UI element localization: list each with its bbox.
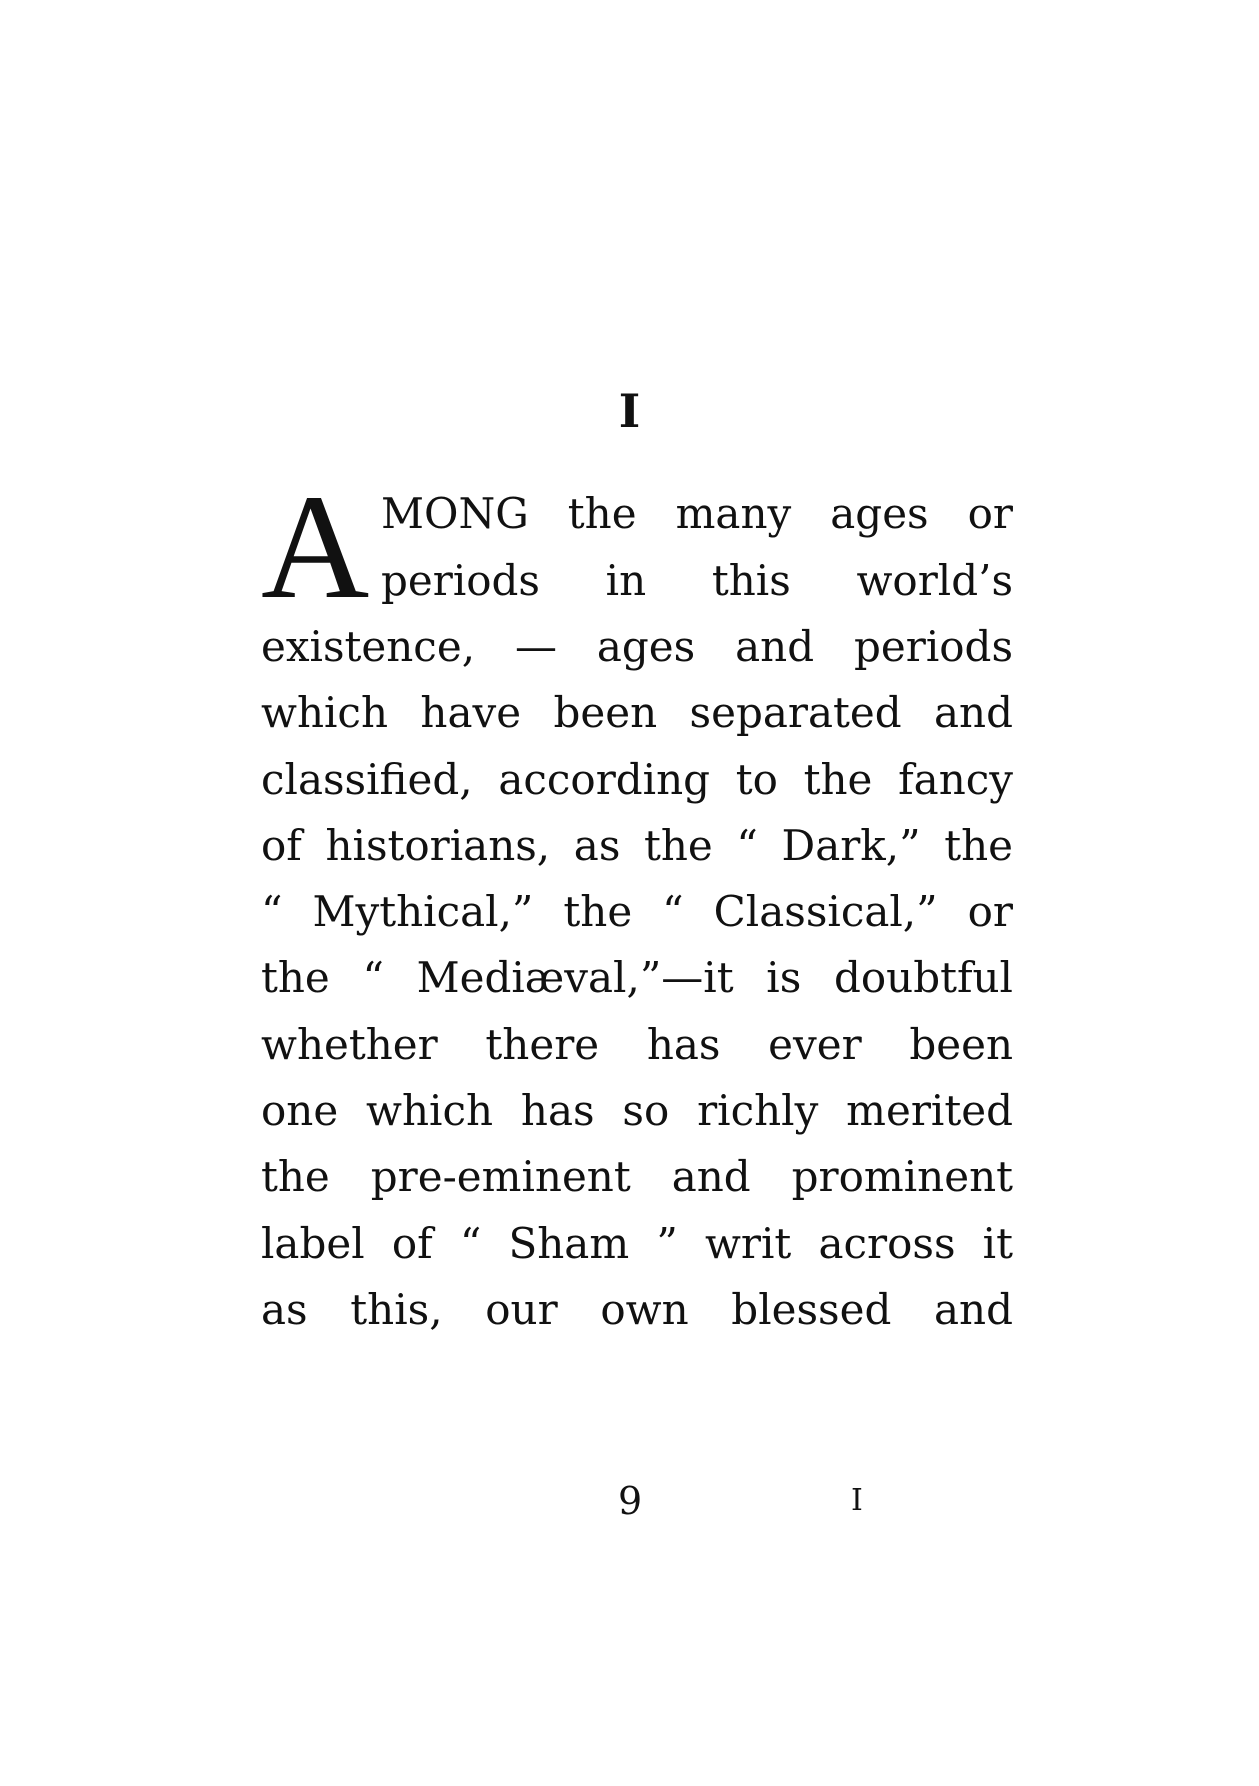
text-line-3: existence, — ages and periods [261,622,1013,671]
page-number: 9 [618,1479,643,1523]
chapter-number: I [618,384,641,438]
text-line-5: classified, according to the fancy [261,755,1013,804]
text-line-9: whether there has ever been [261,1020,1013,1069]
text-line-11: the pre-eminent and prominent [261,1152,1013,1201]
text-line-6: of historians, as the “ Dark,” the [261,821,1013,870]
text-line-12: label of “ Sham ” writ across it [261,1219,1013,1268]
text-line-7: “ Mythical,” the “ Classical,” or [261,887,1013,936]
signature-mark: I [851,1483,863,1518]
text-line-2: periods in this world’s [381,556,1013,605]
text-line-8: the “ Mediæval,”—it is doubtful [261,953,1013,1002]
text-line-4: which have been separated and [261,688,1013,737]
text-line-13: as this, our own blessed and [261,1285,1013,1334]
text-line-1: MONG the many ages or [381,489,1013,538]
drop-cap: A [261,464,370,630]
text-line-10: one which has so richly merited [261,1086,1013,1135]
